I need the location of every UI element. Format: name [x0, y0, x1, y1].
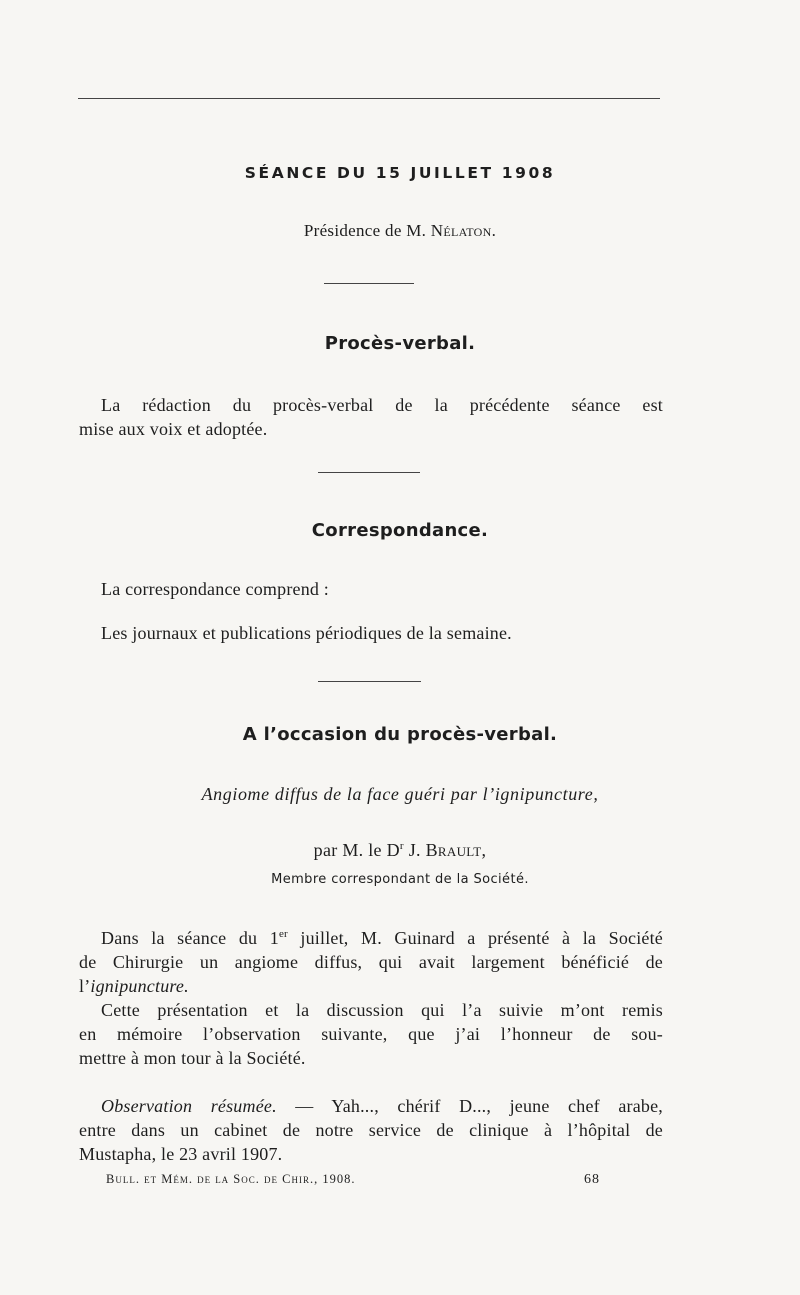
heading-occasion: A l’occasion du procès-verbal. [242, 724, 558, 745]
presidence-line [0, 221, 800, 241]
body-line [79, 974, 663, 998]
correspondance-line-2: Les journaux et publications périodiques de la semaine. [101, 623, 512, 643]
footer-journal: Bull. et Mém. de la Soc. de Chir., 1908. [106, 1172, 356, 1186]
body-sup: er [278, 928, 288, 940]
author-prefix: par M. le D [313, 840, 400, 860]
president-name: Nélaton. [430, 221, 497, 240]
author-prefix-sup: r [399, 840, 404, 852]
body-italic-text: Observation résumée. [101, 1096, 277, 1116]
body-text: — Yah..., chérif D..., jeune chef arabe, [276, 1096, 663, 1116]
body-line [79, 926, 663, 950]
author-affiliation: Membre correspondant de la Société. [271, 872, 529, 887]
proces-verbal-line-1: La rédaction du procès-verbal de la précédente séance est [101, 395, 663, 415]
author-line [0, 840, 800, 861]
footer-citation [106, 1172, 355, 1187]
body-line: mettre à mon tour à la Société. [79, 1048, 306, 1068]
body-italic-text: ignipuncture. [90, 976, 189, 996]
separator-rule [324, 283, 414, 284]
body-line: Mustapha, le 23 avril 1907. [79, 1144, 283, 1164]
correspondance-line-1: La correspondance comprend : [101, 579, 329, 599]
article-title: Angiome diffus de la face guéri par l’ignipuncture, [201, 784, 599, 804]
body-line [79, 1094, 663, 1118]
body-text: Dans la séance du 1 [101, 928, 279, 948]
author-name: Brault, [425, 840, 487, 860]
presidence-prefix: Présidence de M. [303, 221, 431, 240]
separator-rule [318, 681, 421, 682]
body-line: entre dans un cabinet de notre service de clinique à l’hôpital de [79, 1120, 663, 1140]
body-paragraph-2 [79, 998, 663, 1070]
heading-correspondance: Correspondance. [311, 520, 489, 541]
body-line: Cette présentation et la discussion qui l’a suivie m’ont remis [101, 1000, 663, 1020]
body-line: de Chirurgie un angiome diffus, qui avait largement bénéficié de [79, 952, 663, 972]
body-paragraph-3 [79, 1094, 663, 1166]
session-title: SÉANCE DU 15 JUILLET 1908 [244, 164, 556, 182]
body-text: l’ [79, 976, 91, 996]
heading-proces-verbal: Procès-verbal. [324, 333, 476, 354]
top-rule [78, 98, 660, 99]
author-initial: J. [403, 840, 426, 860]
body-paragraph-1 [79, 926, 663, 998]
separator-rule [318, 472, 420, 473]
page-number: 68 [584, 1172, 600, 1187]
proces-verbal-line-2: mise aux voix et adoptée. [79, 419, 268, 439]
body-text: juillet, M. Guinard a présenté à la Société [287, 928, 664, 948]
body-line: en mémoire l’observation suivante, que j’ai l’honneur de sou- [79, 1024, 663, 1044]
